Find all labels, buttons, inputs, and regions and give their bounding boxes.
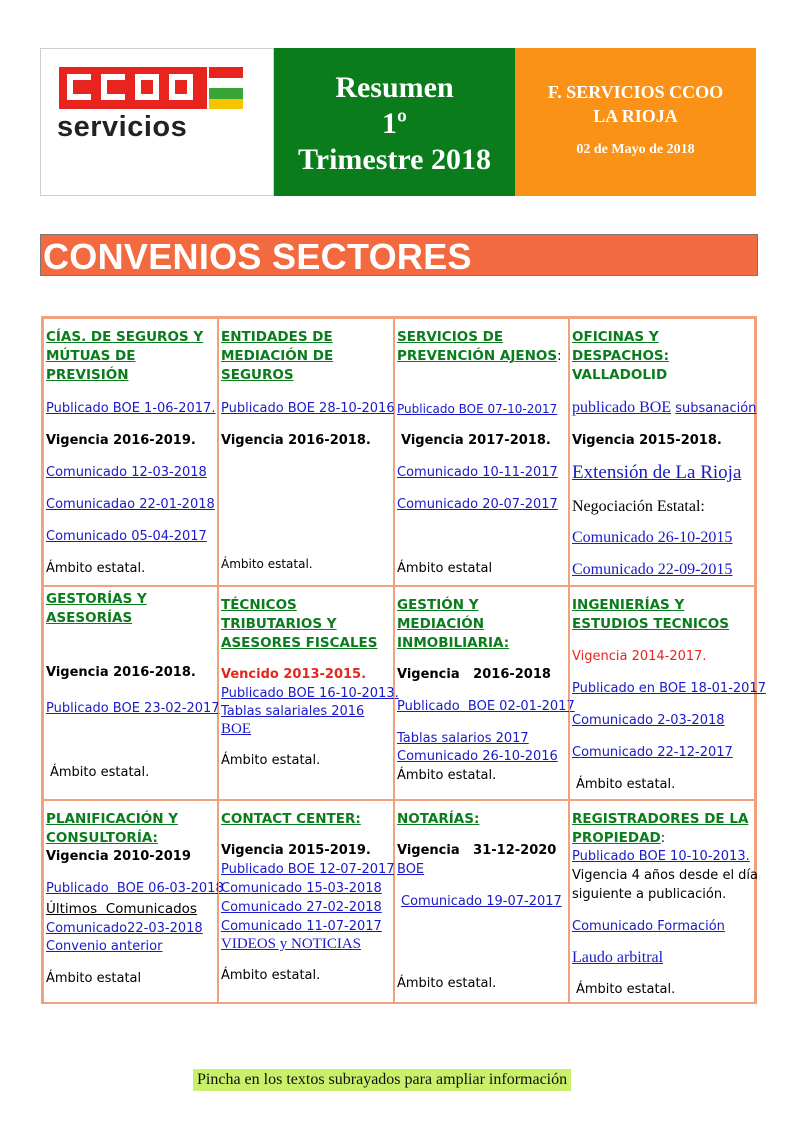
cell-prevencion [394,318,569,586]
ambito-text: Ámbito estatal. [397,976,497,991]
organization-name [515,80,756,128]
cell-planificacion [43,800,224,1004]
cell-tecnicos [218,586,399,800]
boe-link[interactable]: Publicado BOE 1-06-2017. [46,401,216,416]
ambito-text: Ámbito estatal. [576,982,676,997]
vigencia-text: Vigencia 2017-2018. [401,433,551,448]
laudo-link[interactable]: Laudo arbitral [572,949,664,966]
section-banner [40,234,758,276]
convenio-anterior-link[interactable]: Convenio anterior [46,939,163,954]
cell-title[interactable]: TRIBUTARIOS Y [221,616,337,632]
boe-links [572,399,756,417]
cell-title[interactable]: INGENIERÍAS Y [572,597,685,613]
ambito-text: Ámbito estatal. [221,557,313,571]
cell-title[interactable]: INMOBILIARIA: [397,635,510,651]
vigencia-text: Vigencia 2016-2018. [221,433,371,448]
boe-link[interactable]: Publicado BOE 12-07-2017 [221,862,395,877]
boe-link[interactable]: BOE [397,862,425,877]
vigencia-text: Vigencia 4 años desde el día [572,868,759,883]
vigencia-text: Vigencia 2016-2018 [397,667,551,682]
cell-title [572,830,665,846]
organization-box [515,48,756,196]
publication-date: 02 de Mayo de 2018 [576,142,695,157]
cell-title[interactable]: PLANIFICACIÓN Y [46,811,179,827]
cell-title[interactable]: ENTIDADES DE [221,329,333,345]
ccoo-servicios-logo [40,48,274,196]
cell-title-suffix: : [557,349,562,364]
boe-link[interactable]: Publicado BOE 10-10-2013. [572,849,750,864]
footer-hint: Pincha en los textos subrayados para ampliar información [193,1069,571,1091]
ambito-text: Ámbito estatal. [221,753,321,768]
logo-text: servicios [57,111,188,143]
tablas-link[interactable]: Tablas salariales 2016 [221,704,365,719]
cell-gestorias [43,586,218,800]
subsanacion-link[interactable]: subsanación [675,401,757,416]
agreements-grid [41,316,766,1004]
boe-link[interactable]: Publicado BOE 23-02-2017 [46,701,220,716]
cell-title[interactable]: GESTIÓN Y [397,597,479,613]
negociacion-text: Negociación Estatal: [572,498,705,515]
ultimos-comunicados-link[interactable]: Últimos Comunicados [46,901,197,917]
comunicado-link[interactable]: Comunicado 26-10-2016 [397,749,558,764]
ambito-text: Ámbito estatal. [576,777,676,792]
ambito-text: Ámbito estatal [397,561,493,576]
ambito-text: Ámbito estatal. [46,561,146,576]
cell-inmobiliaria [394,586,575,800]
vigencia-text: Vigencia 2016-2018. [46,665,196,680]
boe-link[interactable]: Publicado en BOE 18-01-2017 [572,681,766,696]
comunicado-link[interactable]: Comunicado 20-07-2017 [397,497,558,512]
cell-title[interactable]: CONSULTORÍA: [46,830,158,846]
cell-registradores [569,800,759,1004]
vigencia-text: Vigencia 2015-2018. [572,433,722,448]
title-line: Resumen [335,71,454,104]
cell-mediacion [218,318,394,586]
vencido-text: Vencido 2013-2015. [221,667,367,682]
ambito-text: Ámbito estatal. [397,768,497,783]
cell-title-suffix: : [660,831,666,846]
cell-title[interactable]: REGISTRADORES DE LA [572,811,749,827]
comunicado-link[interactable]: Comunicado 19-07-2017 [401,894,562,909]
boe-link[interactable]: Publicado BOE 06-03-2018 [46,881,224,896]
vigencia-text: Vigencia 2010-2019 [46,849,191,864]
comunicado-link[interactable]: Comunicado 22-12-2017 [572,745,733,760]
cell-oficinas [569,318,755,586]
comunicado-link[interactable]: Comunicado 2-03-2018 [572,713,725,728]
cell-title[interactable]: SEGUROS [221,367,294,383]
cell-title[interactable]: ASESORÍAS [46,610,133,626]
cell-title-link[interactable]: PROPIEDAD [572,830,661,846]
comunicado-link[interactable]: Comunicado22-03-2018 [46,921,203,936]
header [40,48,756,196]
vigencia-text: Vigencia 2016-2019. [46,433,196,448]
cell-title[interactable]: PREVISIÓN [46,367,129,383]
boe-link[interactable]: Publicado BOE 28-10-2016 [221,401,395,416]
cell-title[interactable]: DESPACHOS: [572,348,670,364]
ambito-text: Ámbito estatal [46,971,142,986]
boe-link[interactable]: Publicado BOE 07-10-2017 [397,402,558,416]
vigencia-text: Vigencia 2015-2019. [221,843,371,858]
comunicado-link[interactable]: Comunicado 12-03-2018 [46,465,207,480]
videos-noticias-link[interactable]: VIDEOS y NOTICIAS [221,936,361,952]
cell-notarias [394,800,569,1004]
cell-title[interactable]: OFICINAS Y [572,329,659,345]
cell-title-link[interactable]: PREVENCIÓN AJENOS [397,348,558,364]
cell-title[interactable]: CÍAS. DE SEGUROS Y [46,329,204,345]
cell-title[interactable]: SERVICIOS DE [397,329,504,345]
cell-ingenierias [569,586,766,800]
org-line: LA RIOJA [593,106,678,126]
cell-title[interactable]: MEDIACIÓN DE [221,348,334,364]
tablas-link[interactable]: Tablas salarios 2017 [397,731,529,746]
boe-link[interactable]: Publicado BOE 16-10-2013. [221,686,399,701]
cell-title[interactable]: MÚTUAS DE [46,348,136,364]
extension-link[interactable]: Extensión de La Rioja [572,462,742,483]
comunicado-link[interactable]: Comunicado 10-11-2017 [397,465,558,480]
cell-seguros [43,318,218,586]
ambito-text: Ámbito estatal. [50,765,150,780]
la-rioja-flag-icon [209,67,243,109]
cell-title[interactable]: GESTORÍAS Y [46,591,147,607]
comunicado-link[interactable]: Comunicado 15-03-2018 [221,881,382,896]
cell-title[interactable]: ASESORES FISCALES [221,635,378,651]
cell-title[interactable]: TÉCNICOS [221,597,297,613]
banner-title: CONVENIOS SECTORES [43,236,472,277]
vigencia-text: Vigencia 2014-2017. [572,649,707,664]
ccoo-logo-icon [59,67,207,109]
cell-contact-center [218,800,394,1004]
ambito-text: Ámbito estatal. [221,968,321,983]
vigencia-text: Vigencia 31-12-2020 [397,843,557,858]
comunicado-link[interactable]: Comunicado 26-10-2015 [572,529,733,546]
cell-title: VALLADOLID [572,367,668,383]
cell-title[interactable]: MEDIACIÓN [397,616,485,632]
cell-title[interactable]: ESTUDIOS TECNICOS [572,616,730,632]
comunicado-link[interactable]: Comunicado 05-04-2017 [46,529,207,544]
comunicado-link[interactable]: Comunicado 27-02-2018 [221,900,382,915]
boe-link[interactable]: publicado BOE [572,399,672,416]
vigencia-text: siguiente a publicación. [572,887,727,902]
comunicado-link[interactable]: Comunicado 22-09-2015 [572,561,733,578]
cell-title [397,348,561,364]
summary-title-box [274,48,515,196]
boe-link[interactable]: Publicado BOE 02-01-2017 [397,699,575,714]
boe-link[interactable]: BOE [221,721,251,737]
formacion-link[interactable]: Comunicado Formación [572,919,725,934]
title-line: 1º [382,107,407,140]
comunicado-link[interactable]: Comunicadao 22-01-2018 [46,497,215,512]
comunicado-link[interactable]: Comunicado 11-07-2017 [221,919,382,934]
org-line: F. SERVICIOS CCOO [547,82,724,102]
title-line: Trimestre 2018 [298,143,491,176]
cell-title[interactable]: CONTACT CENTER: [221,811,361,827]
cell-title[interactable]: NOTARÍAS: [397,811,480,827]
